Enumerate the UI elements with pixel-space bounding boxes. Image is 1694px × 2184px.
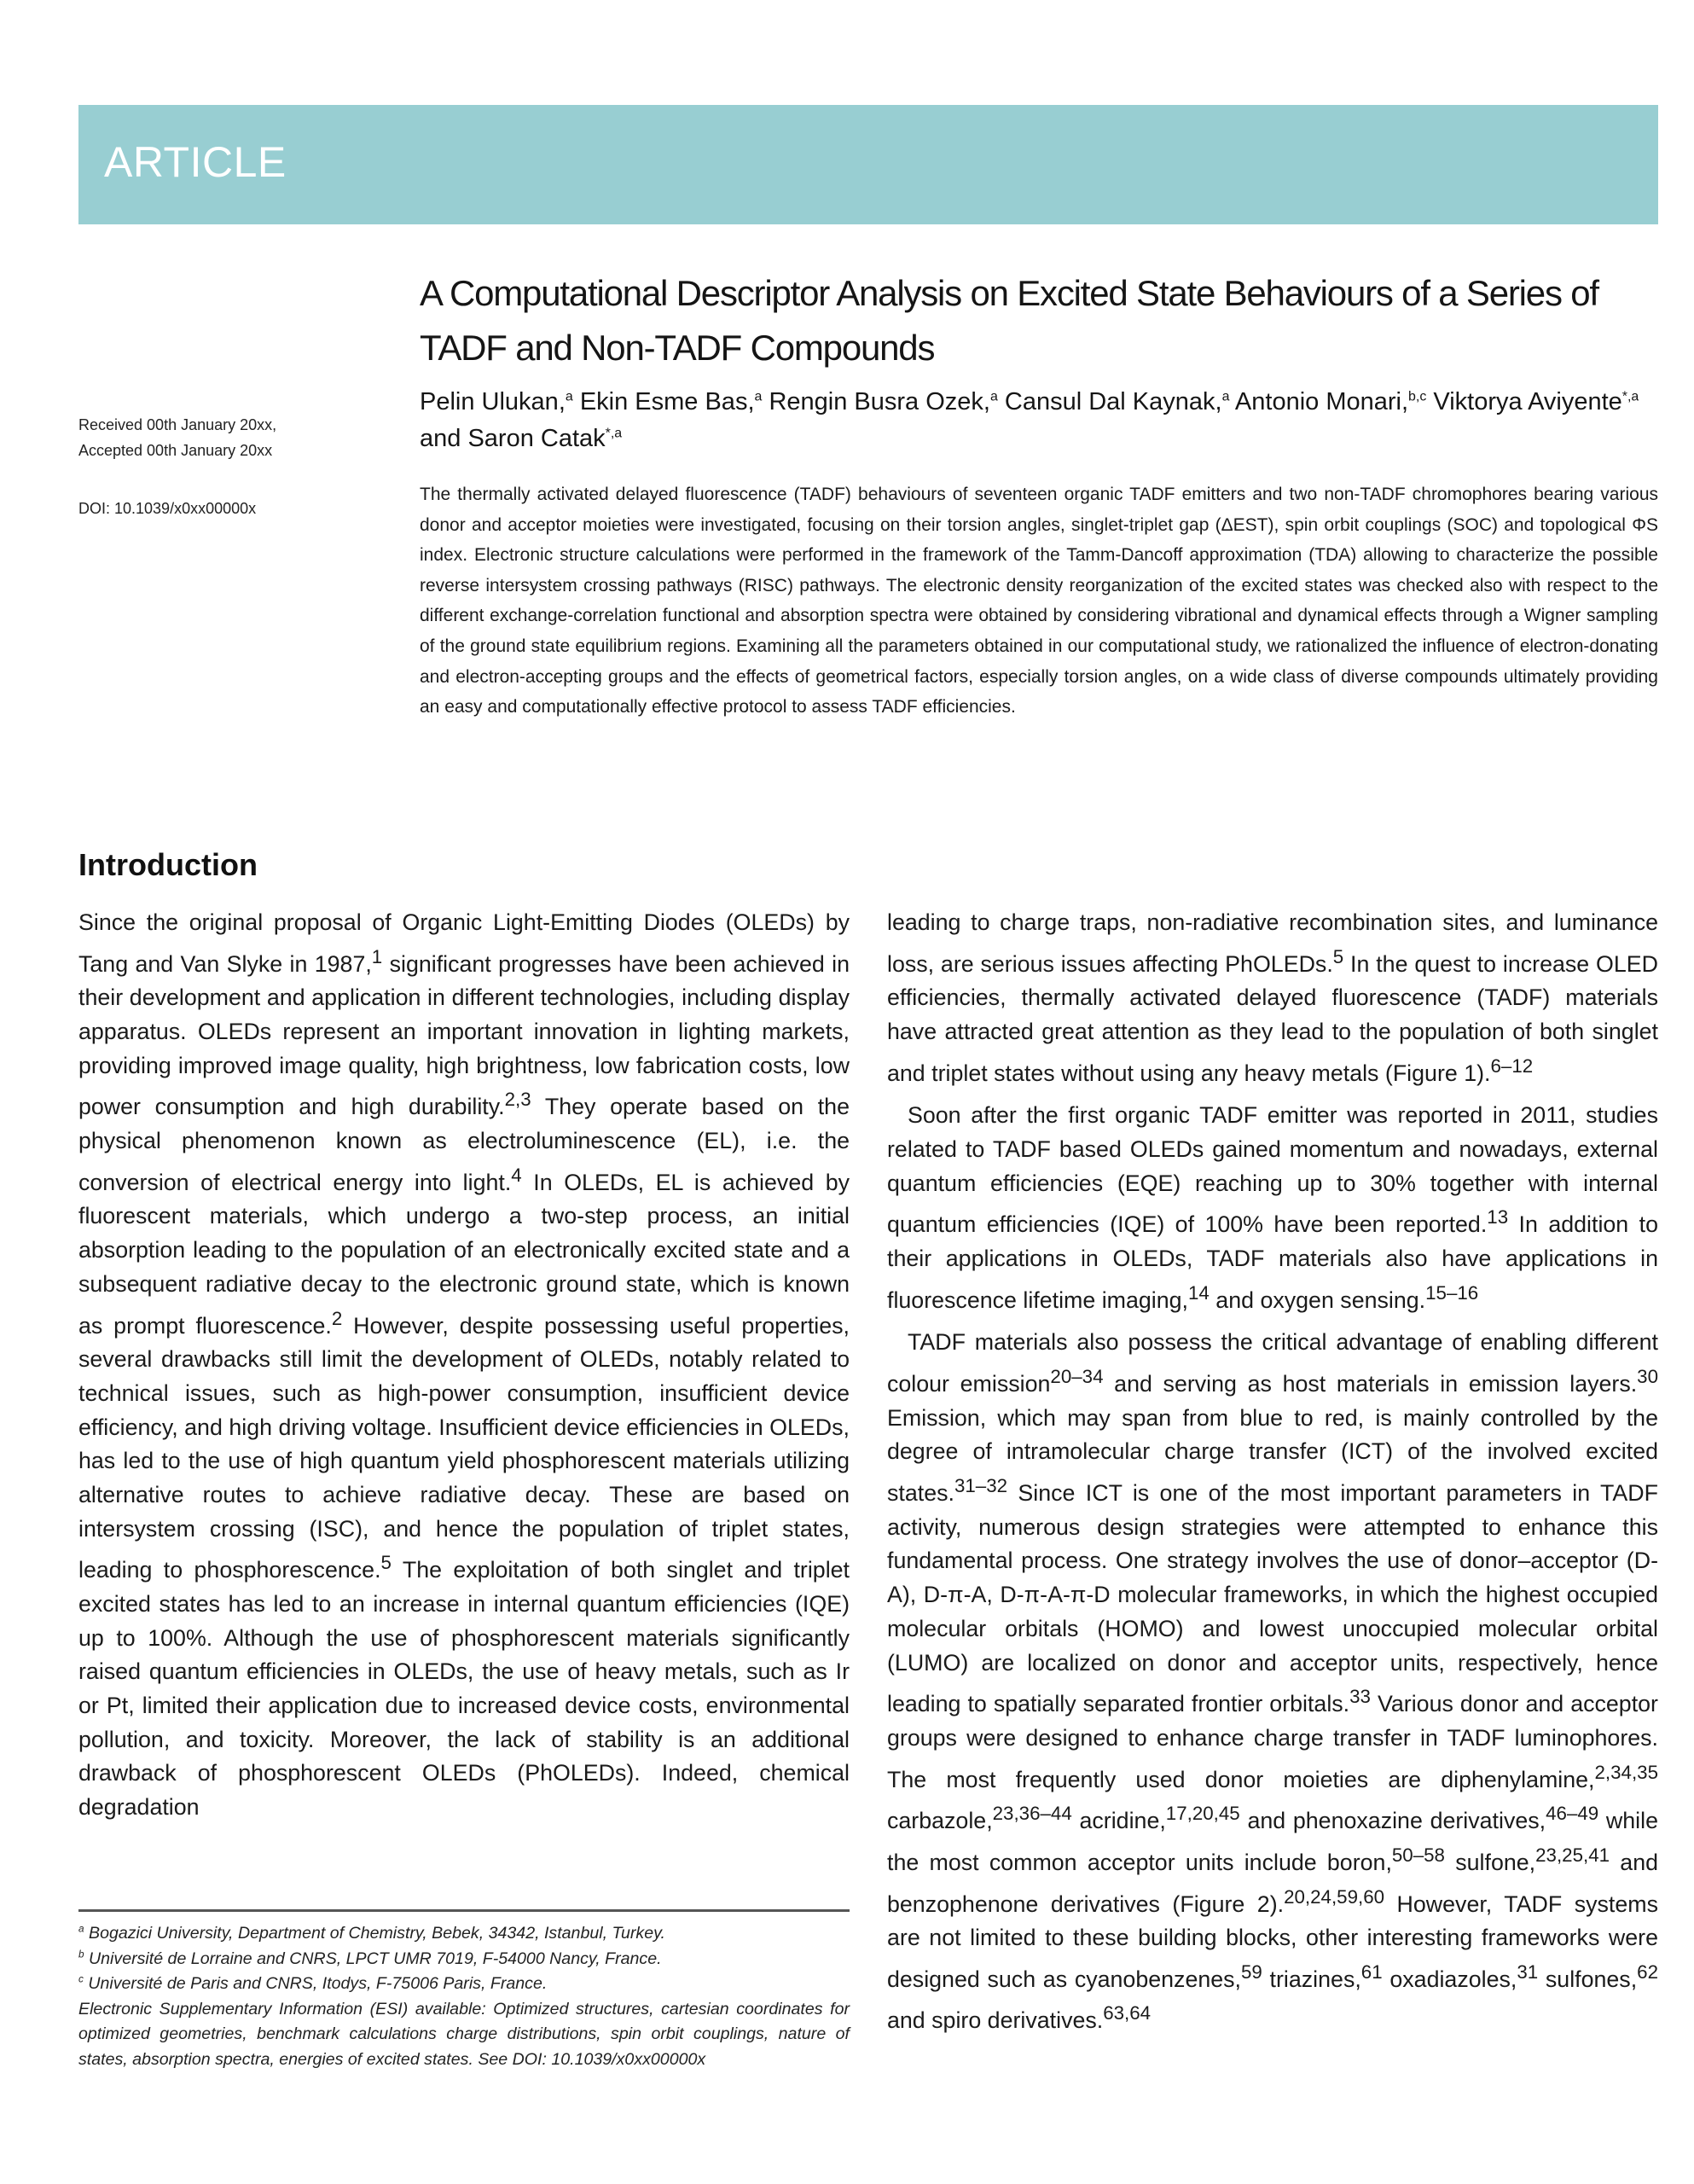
author-affiliation-mark: a	[754, 389, 763, 404]
author-affiliation-mark: a	[1221, 389, 1230, 404]
footnote-text: Université de Lorraine and CNRS, LPCT UMR 7019, F-54000 Nancy, France.	[89, 1949, 662, 1968]
citation: 23,25,41	[1535, 1844, 1610, 1866]
footnote-mark: b	[78, 1949, 84, 1960]
author-name: Antonio Monari,	[1234, 388, 1409, 415]
doi: DOI: 10.1039/x0xx00000x	[78, 500, 257, 517]
author-name: Cansul Dal Kaynak,	[1004, 388, 1222, 415]
citation: 1	[371, 945, 383, 967]
footnote	[78, 1947, 850, 1972]
citation: 31–32	[954, 1475, 1008, 1497]
citation: 14	[1188, 1281, 1210, 1304]
author-affiliation-mark: b,c	[1408, 389, 1427, 404]
body-column-left	[78, 906, 850, 1825]
citation: 5	[380, 1552, 392, 1574]
citation: 5	[1332, 945, 1344, 967]
citation: 17,20,45	[1165, 1803, 1240, 1825]
citation: 50–58	[1391, 1844, 1445, 1866]
received-date: Received 00th January 20xx,	[78, 416, 277, 433]
citation: 13	[1487, 1206, 1509, 1228]
citation: 20–34	[1050, 1366, 1104, 1388]
accepted-date: Accepted 00th January 20xx	[78, 442, 273, 459]
footnote	[78, 1972, 850, 1997]
author-name: Pelin Ulukan,	[420, 388, 566, 415]
footnote-divider	[78, 1909, 850, 1912]
citation: 31	[1517, 1960, 1539, 1983]
citation: 6–12	[1490, 1054, 1534, 1077]
citation: 2,3	[504, 1089, 531, 1111]
author-list	[420, 384, 1648, 457]
author-affiliation-mark: *,a	[1621, 389, 1639, 404]
section-heading-introduction: Introduction	[78, 847, 258, 882]
citation: 30	[1637, 1366, 1659, 1388]
abstract: The thermally activated delayed fluorescence (TADF) behaviours of seventeen organic TADF emitters and two non-TADF chromophores bearing various donor and acceptor moieties were investigated, focusing on their torsion angles, singlet-triplet gap (ΔEST), spin orbit couplings (SOC) and topological ΦS index. Electronic structure calculations were performed in the framework of the Tamm-Dancoff approximation (TDA) allowing to characterize the possible reverse intersystem crossing pathways (RISC) pathways. The electronic density reorganization of the excited states was checked also with respect to the different exchange-correlation functional and absorption spectra were obtained by considering vibrational and dynamical effects through a Wigner sampling of the ground state equilibrium regions. Examining all the parameters obtained in our computational study, we rationalized the influence of electron-donating and electron-accepting groups and the effects of geometrical factors, especially torsion angles, on a wide class of diverse compounds ultimately providing an easy and computationally effective protocol to assess TADF efficiencies.	[420, 485, 1658, 717]
footnote-text: Bogazici University, Department of Chemistry, Bebek, 34342, Istanbul, Turkey.	[89, 1924, 665, 1943]
citation: 2	[331, 1307, 343, 1329]
citation: 4	[511, 1164, 522, 1186]
citation: 63,64	[1103, 2002, 1152, 2024]
footnote-text: Electronic Supplementary Information (ESI) available: Optimized structures, cartesian coordinates for optimized geometries, benchmark calculations charge distributions, spin orbit couplings, nature of states, absorption spectra, energies of excited states. See DOI: 10.1039/x0xx00000x	[78, 1999, 850, 2069]
citation: 62	[1637, 1960, 1658, 1983]
paragraph: Since the original proposal of Organic Light-Emitting Diodes (OLEDs) by Tang and Van Slyke in 1987,$^1$ significant progresses have been achieved in their development and application in different technologies, including display apparatus. OLEDs represent an important innovation in lighting markets, providing improved image quality, high brightness, low fabrication costs, low power consumption and high durability.$^{2,3}$ They operate based on the physical phenomenon known as electroluminescence (EL), i.e. the conversion of electrical energy into light.$^4$ In OLEDs, EL is achieved by fluorescent materials, which undergo a two-step process, an initial absorption leading to the population of an electronically excited state and a subsequent radiative decay to the electronic ground state, which is known as prompt fluorescence.$^2$ However, despite possessing useful properties, several drawbacks still limit the development of OLEDs, notably related to technical issues, such as high-power consumption, insufficient device efficiency, and high driving voltage. Insufficient device efficiencies in OLEDs, has led to the use of high quantum yield phosphorescent materials utilizing alternative routes to achieve radiative decay. These are based on intersystem crossing (ISC), and hence the population of triplet states, leading to phosphorescence.$^5$ The exploitation of both singlet and triplet excited states has led to an increase in internal quantum efficiencies (IQE) up to 100%. Although the use of phosphorescent materials significantly raised quantum efficiencies in OLEDs, the use of heavy metals, such as Ir or Pt, limited their application due to increased device costs, environmental pollution, and toxicity. Moreover, the lack of stability is an additional drawback of phosphorescent OLEDs (PhOLEDs). Indeed, chemical degradation	[78, 909, 850, 1821]
citation: 2,34,35	[1594, 1761, 1658, 1783]
article-header-banner	[78, 105, 1658, 224]
footnote-text: Université de Paris and CNRS, Itodys, F-75006 Paris, France.	[88, 1974, 548, 1994]
author-name: Viktorya Aviyente	[1433, 388, 1622, 415]
footnote-mark: a	[78, 1923, 84, 1935]
footnotes	[78, 1921, 850, 2073]
citation: 61	[1360, 1960, 1383, 1983]
author-affiliation-mark: *,a	[605, 426, 623, 441]
citation: 20,24,59,60	[1284, 1885, 1385, 1908]
author-name: and Saron Catak	[420, 425, 606, 452]
author-name: Rengin Busra Ozek,	[769, 388, 990, 415]
footnote	[78, 1921, 850, 1947]
citation: 23,36–44	[992, 1803, 1072, 1825]
citation: 15–16	[1425, 1281, 1479, 1304]
body-column-right	[887, 906, 1658, 2038]
paragraph: TADF materials also possess the critical advantage of enabling different colour emission$^{20-34}$ and serving as host materials in emission layers.$^{30}$ Emission, which may span from blue to red, is mainly controlled by the degree of intramolecular charge transfer (ICT) of the involved excited states.$^{31-32}$ Since ICT is one of the most important parameters in TADF activity, numerous design strategies were attempted to enhance this fundamental process. One strategy involves the use of donor–acceptor (D-A), D-π-A, D-π-A-π-D molecular frameworks, in which the highest occupied molecular orbitals (HOMO) and lowest unoccupied molecular orbital (LUMO) are localized on donor and acceptor units, respectively, hence leading to spatially separated frontier orbitals.$^{33}$ Various donor and acceptor groups were designed to enhance charge transfer in TADF luminophores. The most frequently used donor moieties are diphenylamine,$^{2,34,35}$ carbazole,$^{23,36-44}$ acridine,$^{17,20,45}$ and phenoxazine derivatives,$^{46-49}$ while the most common acceptor units include boron,$^{50-58}$ sulfone,$^{23,25,41}$ and benzophenone derivatives (Figure 2).$^{20,24,59,60}$ However, TADF systems are not limited to these building blocks, other interesting frameworks were designed such as cyanobenzenes,$^{59}$ triazines,$^{61}$ oxadiazoles,$^{31}$ sulfones,$^{62}$ and spiro derivatives.$^{63,64}$	[887, 1329, 1659, 2034]
citation: 33	[1349, 1686, 1371, 1708]
paper-title: A Computational Descriptor Analysis on Excited State Behaviours of a Series of TADF and Non-TADF Compounds	[420, 273, 1598, 368]
footnote	[78, 1997, 850, 2073]
paragraph: leading to charge traps, non-radiative recombination sites, and luminance loss, are serious issues affecting PhOLEDs.$^5$ In the quest to increase OLED efficiencies, thermally activated delayed fluorescence (TADF) materials have attracted great attention as they lead to the population of both singlet and triplet states without using any heavy metals (Figure 1).$^{6-12}$	[887, 909, 1658, 1086]
footnote-mark: c	[78, 1973, 84, 1985]
article-type-label: ARTICLE	[104, 138, 287, 186]
author-affiliation-mark: a	[989, 389, 998, 404]
citation: 59	[1241, 1960, 1262, 1983]
paragraph: Soon after the first organic TADF emitter was reported in 2011, studies related to TADF based OLEDs gained momentum and nowadays, external quantum efficiencies (EQE) reaching up to 30% together with internal quantum efficiencies (IQE) of 100% have been reported.$^{13}$ In addition to their applications in OLEDs, TADF materials also have applications in fluorescence lifetime imaging,$^{14}$ and oxygen sensing.$^{15-16}$	[887, 1102, 1658, 1313]
author-name: Ekin Esme Bas,	[579, 388, 755, 415]
author-affiliation-mark: a	[565, 389, 573, 404]
citation: 46–49	[1546, 1803, 1599, 1825]
